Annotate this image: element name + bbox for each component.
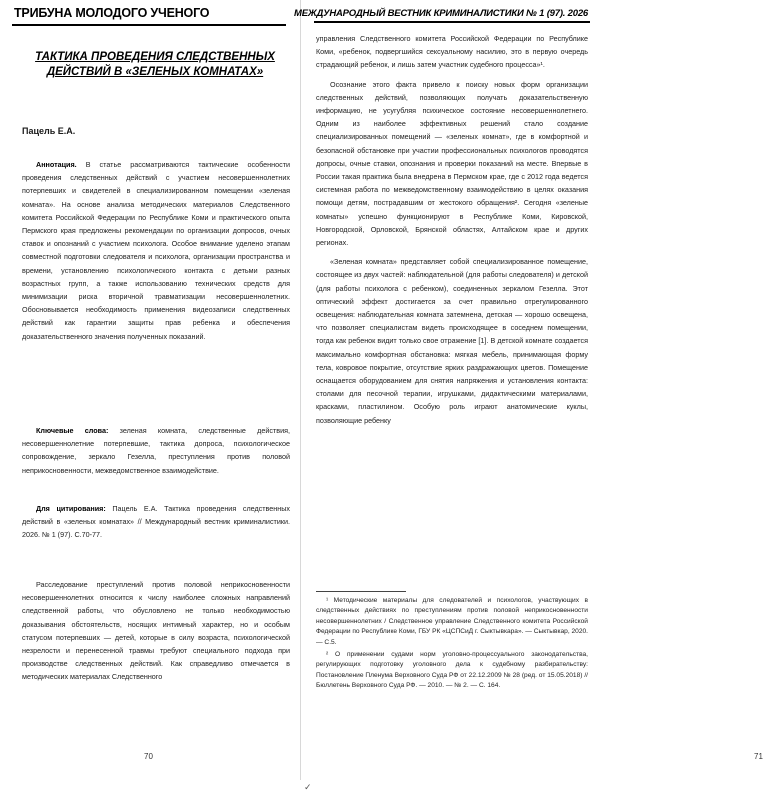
abstract-block [22,158,290,343]
keywords-label: Ключевые слова: [36,426,109,435]
citation-block [22,502,290,542]
body-paragraph: управления Следственного комитета Российской Федерации по Республике Коми, «ребенок, подвергшийся сексуальному насилию, это в первую очередь страдающий ребенок, и лишь затем участник судебного процесса»¹. [316,34,588,70]
section-header: ТРИБУНА МОЛОДОГО УЧЕНОГО [14,6,210,20]
keywords-block [22,424,290,477]
body-text-right [316,32,588,427]
body-paragraph: Осознание этого факта привело к поиску новых форм организации следственных действий, позволяющих получать доказательственную информацию, не усугубляя психическое состояние несовершеннолетнего. Одним из наиболее эффективных решений стало создание специализированных помещений — «зеленых комнат», где в комфортной и безопасной обстановке при участии профессиональных психологов проводятся допросы, очные ставки, опознания и проверки показаний на месте. Впервые в России такая практика была внедрена в Пермском крае, где с 2012 года ведется системная работа по межведомственному взаимодействию в целях оказания помощи детям, пострадавшим от жестокого обращения². Сегодня «зеленые комнаты» успешно функционируют в Республике Коми, Кировской, Новгородской, Орловской, Брянской областях, Алтайском крае и других регионах. [316,79,588,248]
header-rule [314,21,590,23]
abstract-label: Аннотация. [36,160,77,169]
left-page [0,0,300,800]
citation-label: Для цитирования: [36,504,106,513]
header-rule [12,24,286,26]
author-name: Пацель Е.А. [22,126,76,136]
scan-mark: ✓ [304,782,312,792]
citation-text: Пацель Е.А. Тактика проведения следственных действий в «зеленых комнатах» // Международный вестник криминалистики. 2026. № 1 (97). С.70-77. [22,504,290,540]
body-text-left [22,578,290,684]
page-number: 70 [144,752,153,761]
keywords-text: зеленая комната, следственные действия, несовершеннолетние потерпевшие, тактика допроса, психологическое сопровождение, зеркало Гезелла, преступления против половой неприкосновенности, межведомственное взаимодействие. [22,426,290,475]
abstract-text: В статье рассматриваются тактические особенности проведения следственных действий с участием несовершеннолетних потерпевших и свидетелей в специализированном помещении «зеленая комната». На основе анализа методических материалов Следственного комитета Российской Федерации по Республике Коми и практического опыта Пермского края предложены рекомендации по организации допросов, очных ставок и опознаний с участием психолога. Особое внимание уделено этапам совместной подготовки следователя и психолога, организации пространства и времени, установлению психологического контакта с детьми разных возрастных групп, а также использованию технических средств для минимизации риска вторичной травматизации несовершеннолетних. Обосновывается необходимость применения видеозаписи следственных действий как гарантии защиты прав ребенка и обеспечения доказательственного значения полученных показаний. [22,160,291,341]
page-number: 71 [754,752,763,761]
journal-header: МЕЖДУНАРОДНЫЙ ВЕСТНИК КРИМИНАЛИСТИКИ № 1 (97). 2026 [294,8,588,19]
footnote: ² О применении судами норм уголовно-процессуального законодательства, регулирующих подготовку уголовного дела к судебному разбирательству: Постановление Пленума Верховного Суда РФ от 22.12.2009 № 28 (ред. от 15.05.2018) // Бюллетень Верховного Суда РФ. — 2010. — № 2. — С. 164. [316,651,588,690]
body-paragraph: Расследование преступлений против половой неприкосновенности несовершеннолетних относится к числу наиболее сложных направлений следственной работы, что обусловлено не только необходимостью доказывания обстоятельств, носящих интимный характер, но и особым статусом потерпевших — детей, которые в силу возраста, психологической незрелости и перенесенной травмы требуют специального подхода при производстве следственных действий. Как справедливо отмечается в методических материалах Следственного [22,580,290,682]
footnote-rule [316,591,406,592]
footnote: ¹ Методические материалы для следователей и психологов, участвующих в следственных действиях по преступлениям против половой неприкосновенности несовершеннолетних / Следственное управление Следственного комитета Российской Федерации по Республике Коми, ГБУ РК «ЦСПСиД г. Сыктывкара». — Сыктывкар, 2020. — С.5. [316,597,588,646]
article-title: ТАКТИКА ПРОВЕДЕНИЯ СЛЕДСТВЕННЫХ ДЕЙСТВИЙ В «ЗЕЛЕНЫХ КОМНАТАХ» [35,51,275,78]
body-paragraph: «Зеленая комната» представляет собой специализированное помещение, состоящее из двух частей: наблюдательной (для работы следователя) и детской (для работы психолога с ребенком), соединенных зеркалом Гезелла. Этот оптический эффект достигается за счет правильно отрегулированного освещения: наблюдательная комната затемнена, детская — хорошо освещена, что позволяет специалистам видеть происходящее в соседнем помещении, тогда как ребенок видит только свое отражение [1]. В детской комнате создается максимально комфортная обстановка: мягкая мебель, принимающая форму тела, ковровое покрытие, отсутствие ярких раздражающих цветов. Помещение оснащается оборудованием для снятия напряжения и установления контакта: столами для песочной терапии, игрушками, дидактическими материалами, красками, пластилином. Особую роль играют анатомические куклы, позволяющие ребенку [316,257,588,425]
footnotes [316,596,588,694]
